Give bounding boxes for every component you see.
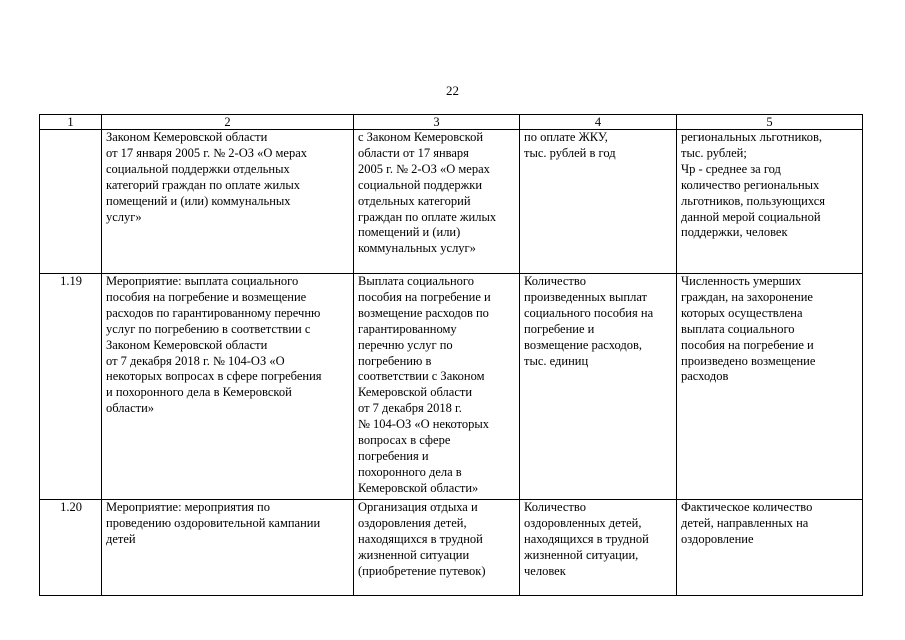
- text-line: оздоровленных детей,: [524, 515, 642, 530]
- measure-cell: [102, 274, 354, 500]
- text-line: которых осуществлена: [681, 305, 803, 320]
- indicator-cell: [520, 130, 677, 274]
- text-line: соответствии с Законом: [358, 369, 485, 384]
- text-line: от 7 декабря 2018 г.: [358, 401, 462, 416]
- text-line: жизненной ситуации,: [524, 547, 639, 562]
- row-number: 1.20: [40, 500, 102, 596]
- method-cell: [677, 500, 863, 596]
- text-line: возмещение расходов по: [358, 305, 489, 320]
- header-col-2: 2: [102, 115, 354, 130]
- text-line: гарантированному: [358, 321, 457, 336]
- text-line: 2005 г. № 2-ОЗ «О мерах: [358, 161, 490, 176]
- text-line: № 104-ОЗ «О некоторых: [358, 417, 489, 432]
- text-line: Законом Кемеровской области: [106, 130, 268, 144]
- text-line: некоторых вопросах в сфере погребения: [106, 369, 322, 384]
- text-line: и похоронного дела в Кемеровской: [106, 385, 292, 400]
- text-line: по оплате ЖКУ,: [524, 130, 608, 144]
- text-line: возмещение расходов,: [524, 337, 642, 352]
- text-line: Численность умерших: [681, 274, 802, 288]
- text-line: Законом Кемеровской области: [106, 337, 268, 352]
- text-line: от 7 декабря 2018 г. № 104-ОЗ «О: [106, 353, 285, 368]
- text-line: пособия на погребение и: [681, 337, 814, 352]
- text-line: отдельных категорий: [358, 193, 471, 208]
- text-line: детей: [106, 531, 136, 546]
- table-row: [40, 500, 863, 596]
- text-line: Кемеровской области»: [358, 480, 479, 495]
- measures-table: [39, 114, 863, 596]
- text-line: выплата социального: [681, 321, 795, 336]
- text-line: количество региональных: [681, 177, 820, 192]
- text-line: граждан, на захоронение: [681, 289, 813, 304]
- text-line: Кемеровской области: [358, 385, 473, 400]
- text-line: Мероприятие: выплата социального: [106, 274, 299, 288]
- text-line: расходов по гарантированному перечню: [106, 305, 321, 320]
- text-line: погребения и: [358, 448, 429, 463]
- text-line: Количество: [524, 274, 586, 288]
- text-line: вопросах в сфере: [358, 433, 451, 448]
- text-line: погребению в: [358, 353, 432, 368]
- text-line: социального пособия на: [524, 305, 654, 320]
- text-line: (приобретение путевок): [358, 563, 486, 578]
- header-col-5: 5: [677, 115, 863, 130]
- text-line: расходов: [681, 369, 729, 384]
- indicator-cell: [520, 500, 677, 596]
- text-line: находящихся в трудной: [358, 531, 483, 546]
- table-row: [40, 130, 863, 274]
- text-line: с Законом Кемеровской: [358, 130, 484, 144]
- text-line: произведено возмещение: [681, 353, 816, 368]
- text-line: проведению оздоровительной кампании: [106, 515, 321, 530]
- text-line: области»: [106, 401, 155, 416]
- header-col-4: 4: [520, 115, 677, 130]
- text-line: поддержки, человек: [681, 225, 788, 240]
- text-line: похоронного дела в: [358, 464, 462, 479]
- text-line: оздоровление: [681, 531, 754, 546]
- measure-cell: [102, 130, 354, 274]
- activity-cell: [354, 274, 520, 500]
- text-line: Чр - среднее за год: [681, 161, 781, 176]
- activity-cell: [354, 500, 520, 596]
- text-line: услуг»: [106, 209, 142, 224]
- text-line: оздоровления детей,: [358, 515, 467, 530]
- text-line: перечню услуг по: [358, 337, 453, 352]
- text-line: детей, направленных на: [681, 515, 809, 530]
- row-number: 1.19: [40, 274, 102, 500]
- header-col-3: 3: [354, 115, 520, 130]
- text-line: находящихся в трудной: [524, 531, 649, 546]
- text-line: тыс. рублей в год: [524, 145, 616, 160]
- text-line: Количество: [524, 500, 586, 514]
- text-line: льготников, пользующихся: [681, 193, 826, 208]
- text-line: тыс. рублей;: [681, 145, 747, 160]
- text-line: граждан по оплате жилых: [358, 209, 497, 224]
- text-line: области от 17 января: [358, 145, 469, 160]
- method-cell: [677, 274, 863, 500]
- text-line: региональных льготников,: [681, 130, 823, 144]
- measure-cell: [102, 500, 354, 596]
- text-line: помещений и (или): [358, 225, 461, 240]
- text-line: Организация отдыха и: [358, 500, 478, 514]
- text-line: Выплата социального: [358, 274, 474, 288]
- text-line: тыс. единиц: [524, 353, 589, 368]
- text-line: погребение и: [524, 321, 595, 336]
- text-line: пособия на погребение и: [358, 289, 491, 304]
- header-row: [40, 115, 863, 130]
- text-line: коммунальных услуг»: [358, 241, 476, 256]
- text-line: социальной поддержки отдельных: [106, 161, 290, 176]
- text-line: данной мерой социальной: [681, 209, 821, 224]
- text-line: помещений и (или) коммунальных: [106, 193, 291, 208]
- text-line: услуг по погребению в соответствии с: [106, 321, 311, 336]
- table-row: [40, 274, 863, 500]
- text-line: человек: [524, 563, 566, 578]
- text-line: жизненной ситуации: [358, 547, 470, 562]
- indicator-cell: [520, 274, 677, 500]
- page-number: 22: [446, 83, 459, 98]
- text-line: от 17 января 2005 г. № 2-ОЗ «О мерах: [106, 145, 308, 160]
- text-line: Фактическое количество: [681, 500, 813, 514]
- text-line: произведенных выплат: [524, 289, 648, 304]
- text-line: Мероприятие: мероприятия по: [106, 500, 270, 514]
- method-cell: [677, 130, 863, 274]
- text-line: категорий граждан по оплате жилых: [106, 177, 301, 192]
- row-number: [40, 130, 102, 274]
- text-line: социальной поддержки: [358, 177, 483, 192]
- activity-cell: [354, 130, 520, 274]
- header-col-1: 1: [40, 115, 102, 130]
- text-line: пособия на погребение и возмещение: [106, 289, 307, 304]
